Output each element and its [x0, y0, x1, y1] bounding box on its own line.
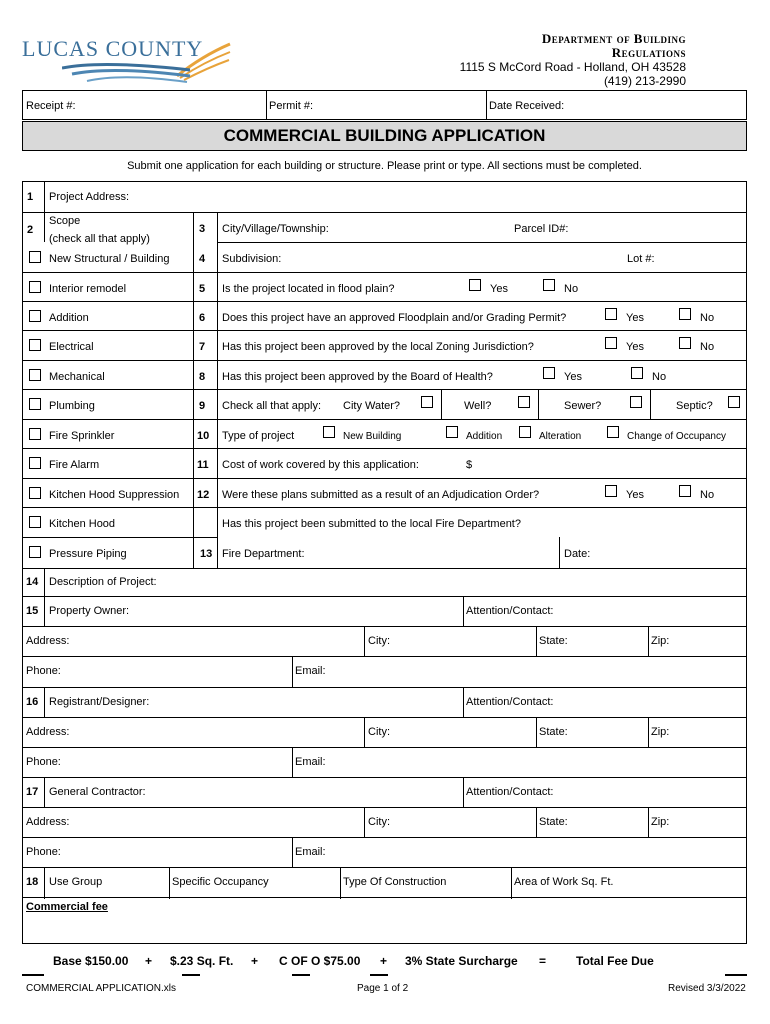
dept-phone: (419) 213-2990	[603, 74, 686, 88]
scope-sublabel: (check all that apply)	[49, 233, 150, 245]
project-addition-checkbox[interactable]	[446, 426, 458, 438]
city-water-label: City Water?	[343, 400, 401, 412]
fee-sqft: $.23 Sq. Ft.	[170, 954, 234, 968]
section-13-number: 13	[200, 548, 213, 560]
zoning-yes-checkbox[interactable]	[605, 337, 617, 349]
section-10-number: 10	[197, 430, 210, 442]
fire-department-question: Has this project been submitted to the local Fire Department?	[222, 518, 521, 530]
zoning-yes-label: Yes	[626, 341, 644, 353]
scope-new-structural-label: New Structural / Building	[49, 253, 170, 265]
section-2-number: 2	[27, 224, 34, 236]
logo-text: LUCAS COUNTY	[22, 36, 204, 61]
sewer-label: Sewer?	[564, 400, 602, 412]
adjudication-yes-label: Yes	[626, 489, 644, 501]
registrant-email-label[interactable]: Email:	[295, 756, 326, 768]
contractor-state-label[interactable]: State:	[539, 816, 568, 828]
scope-plumbing-label: Plumbing	[49, 400, 95, 412]
scope-addition-label: Addition	[49, 312, 89, 324]
footer-page-number: Page 1 of 2	[357, 983, 409, 994]
board-of-health-no-checkbox[interactable]	[631, 367, 643, 379]
scope-kitchen-hood-label: Kitchen Hood	[49, 518, 116, 530]
septic-label: Septic?	[676, 400, 713, 412]
fee-plus-3: +	[380, 954, 388, 968]
specific-occupancy-label[interactable]: Specific Occupancy	[172, 876, 269, 888]
scope-pressure-piping-label: Pressure Piping	[49, 548, 127, 560]
contractor-phone-label[interactable]: Phone:	[26, 846, 61, 858]
well-label: Well?	[464, 400, 492, 412]
section-4-number: 4	[199, 253, 206, 265]
board-of-health-question: Has this project been approved by the Board of Health?	[222, 371, 493, 383]
section-5-number: 5	[199, 283, 206, 295]
registrant-city-label[interactable]: City:	[368, 726, 390, 738]
city-village-label[interactable]: City/Village/Township:	[222, 223, 329, 235]
fee-base: Base $150.00	[53, 954, 129, 968]
new-building-label: New Building	[343, 431, 402, 442]
scope-kitchen-hood-checkbox[interactable]	[29, 516, 41, 528]
section-7-number: 7	[199, 341, 206, 353]
permit-label: Permit #:	[269, 100, 314, 112]
scope-mechanical-label: Mechanical	[49, 371, 105, 383]
change-of-occupancy-checkbox[interactable]	[607, 426, 619, 438]
dept-address: 1115 S McCord Road - Holland, OH 43528	[459, 60, 686, 74]
scope-kitchen-hood-suppression-label: Kitchen Hood Suppression	[49, 489, 180, 501]
flood-plain-yes-checkbox[interactable]	[469, 279, 481, 291]
footer-filename: COMMERCIAL APPLICATION.xls	[26, 983, 177, 994]
cost-currency-symbol[interactable]: $	[466, 459, 473, 471]
section-15-number: 15	[26, 605, 39, 617]
section-9-number: 9	[199, 400, 206, 412]
page-title: COMMERCIAL BUILDING APPLICATION	[22, 121, 747, 151]
septic-checkbox[interactable]	[728, 396, 740, 408]
contractor-city-label[interactable]: City:	[368, 816, 390, 828]
flood-plain-no-label: No	[564, 283, 579, 295]
section-14-number: 14	[26, 576, 39, 588]
section-12-number: 12	[197, 489, 210, 501]
registrant-state-label[interactable]: State:	[539, 726, 568, 738]
office-use-row	[22, 90, 747, 120]
alteration-label: Alteration	[539, 431, 582, 442]
registrant-address-label[interactable]: Address:	[26, 726, 70, 738]
scope-interior-remodel-checkbox[interactable]	[29, 281, 41, 293]
contractor-zip-label[interactable]: Zip:	[651, 816, 670, 828]
fee-surcharge: 3% State Surcharge	[405, 954, 518, 968]
grading-permit-no-checkbox[interactable]	[679, 308, 691, 320]
fee-total: Total Fee Due	[576, 954, 654, 968]
section-3-number: 3	[199, 223, 206, 235]
fire-department-date-label[interactable]: Date:	[564, 548, 591, 560]
commercial-fee-heading: Commercial fee	[26, 901, 108, 913]
description-label[interactable]: Description of Project:	[49, 576, 157, 588]
contractor-label[interactable]: General Contractor:	[49, 786, 146, 798]
alteration-checkbox[interactable]	[519, 426, 531, 438]
fee-base-underline	[22, 974, 44, 976]
project-address-label[interactable]: Project Address:	[49, 191, 130, 203]
scope-interior-remodel-label: Interior remodel	[49, 283, 127, 295]
flood-plain-no-checkbox[interactable]	[543, 279, 555, 291]
property-owner-label[interactable]: Property Owner:	[49, 605, 130, 617]
scope-mechanical-checkbox[interactable]	[29, 369, 41, 381]
utilities-label: Check all that apply:	[222, 400, 322, 412]
contractor-address-label[interactable]: Address:	[26, 816, 70, 828]
footer-revision: Revised 3/3/2022	[668, 983, 746, 994]
owner-zip-label[interactable]: Zip:	[651, 635, 670, 647]
area-of-work-label[interactable]: Area of Work Sq. Ft.	[514, 876, 614, 888]
lucas-county-logo	[22, 36, 232, 86]
board-of-health-no-label: No	[652, 371, 667, 383]
commercial-fee-box	[22, 897, 747, 944]
zoning-no-label: No	[700, 341, 715, 353]
grading-permit-no-label: No	[700, 312, 715, 324]
owner-address-label[interactable]: Address:	[26, 635, 70, 647]
flood-plain-yes-label: Yes	[490, 283, 508, 295]
change-of-occupancy-label: Change of Occupancy	[627, 431, 726, 442]
registrant-zip-label[interactable]: Zip:	[651, 726, 670, 738]
board-of-health-yes-label: Yes	[564, 371, 582, 383]
scope-electrical-checkbox[interactable]	[29, 339, 41, 351]
dept-name-line1: Department of Building	[541, 31, 686, 46]
scope-plumbing-checkbox[interactable]	[29, 398, 41, 410]
logo-waves-icon	[62, 56, 192, 86]
scope-fire-alarm-checkbox[interactable]	[29, 457, 41, 469]
scope-electrical-label: Electrical	[49, 341, 94, 353]
application-form	[22, 181, 747, 898]
registrant-label[interactable]: Registrant/Designer:	[49, 696, 150, 708]
owner-attention-label[interactable]: Attention/Contact:	[466, 605, 554, 617]
section-17-number: 17	[26, 786, 39, 798]
dept-name-line2: Regulations	[611, 45, 686, 60]
adjudication-no-label: No	[700, 489, 715, 501]
project-addition-label: Addition	[466, 431, 503, 442]
fee-plus-1: +	[145, 954, 153, 968]
grading-permit-yes-checkbox[interactable]	[605, 308, 617, 320]
scope-fire-sprinkler-label: Fire Sprinkler	[49, 430, 115, 442]
scope-addition-checkbox[interactable]	[29, 310, 41, 322]
section-8-number: 8	[199, 371, 206, 383]
fee-plus-2: +	[251, 954, 259, 968]
adjudication-no-checkbox[interactable]	[679, 485, 691, 497]
board-of-health-yes-checkbox[interactable]	[543, 367, 555, 379]
contractor-email-label[interactable]: Email:	[295, 846, 326, 858]
owner-email-label[interactable]: Email:	[295, 665, 326, 677]
scope-kitchen-hood-suppression-checkbox[interactable]	[29, 487, 41, 499]
sewer-checkbox[interactable]	[630, 396, 642, 408]
flood-plain-question: Is the project located in flood plain?	[222, 283, 395, 295]
new-building-checkbox[interactable]	[323, 426, 335, 438]
section-6-number: 6	[199, 312, 206, 324]
subdivision-label[interactable]: Subdivision:	[222, 253, 282, 265]
fire-department-label[interactable]: Fire Department:	[222, 548, 305, 560]
fee-surcharge-blank[interactable]	[370, 974, 388, 976]
fee-cofo-blank[interactable]	[292, 974, 310, 976]
section-18-number: 18	[26, 876, 39, 888]
project-type-label: Type of project	[222, 430, 295, 442]
scope-fire-sprinkler-checkbox[interactable]	[29, 428, 41, 440]
cost-of-work-label: Cost of work covered by this application:	[222, 459, 419, 471]
well-checkbox[interactable]	[518, 396, 530, 408]
fee-equals: =	[539, 954, 547, 968]
construction-type-label[interactable]: Type Of Construction	[343, 876, 447, 888]
use-group-label[interactable]: Use Group	[49, 876, 103, 888]
owner-city-label[interactable]: City:	[368, 635, 390, 647]
section-16-number: 16	[26, 696, 39, 708]
scope-fire-alarm-label: Fire Alarm	[49, 459, 100, 471]
registrant-attention-label[interactable]: Attention/Contact:	[466, 696, 554, 708]
owner-phone-label[interactable]: Phone:	[26, 665, 61, 677]
registrant-phone-label[interactable]: Phone:	[26, 756, 61, 768]
adjudication-yes-checkbox[interactable]	[605, 485, 617, 497]
grading-permit-yes-label: Yes	[626, 312, 644, 324]
grading-permit-question: Does this project have an approved Floodplain and/or Grading Permit?	[222, 312, 567, 324]
zoning-no-checkbox[interactable]	[679, 337, 691, 349]
parcel-id-label[interactable]: Parcel ID#:	[514, 223, 569, 235]
scope-pressure-piping-checkbox[interactable]	[29, 546, 41, 558]
lot-label[interactable]: Lot #:	[627, 253, 655, 265]
owner-state-label[interactable]: State:	[539, 635, 568, 647]
adjudication-question: Were these plans submitted as a result of an Adjudication Order?	[222, 489, 540, 501]
date-received-label: Date Received:	[489, 100, 565, 112]
instructions: Submit one application for each building or structure. Please print or type. All sections must be completed.	[127, 160, 642, 172]
fee-total-blank[interactable]	[725, 974, 747, 976]
scope-new-structural-checkbox[interactable]	[29, 251, 41, 263]
zoning-question: Has this project been approved by the local Zoning Jurisdiction?	[222, 341, 534, 353]
section-11-number: 11	[197, 459, 209, 471]
contractor-attention-label[interactable]: Attention/Contact:	[466, 786, 554, 798]
fee-sqft-blank[interactable]	[182, 974, 200, 976]
fee-cofo: C OF O $75.00	[279, 954, 361, 968]
department-info	[460, 32, 686, 88]
city-water-checkbox[interactable]	[421, 396, 433, 408]
receipt-label: Receipt #:	[26, 100, 76, 112]
section-1-number: 1	[27, 191, 34, 203]
scope-label: Scope	[49, 215, 81, 227]
